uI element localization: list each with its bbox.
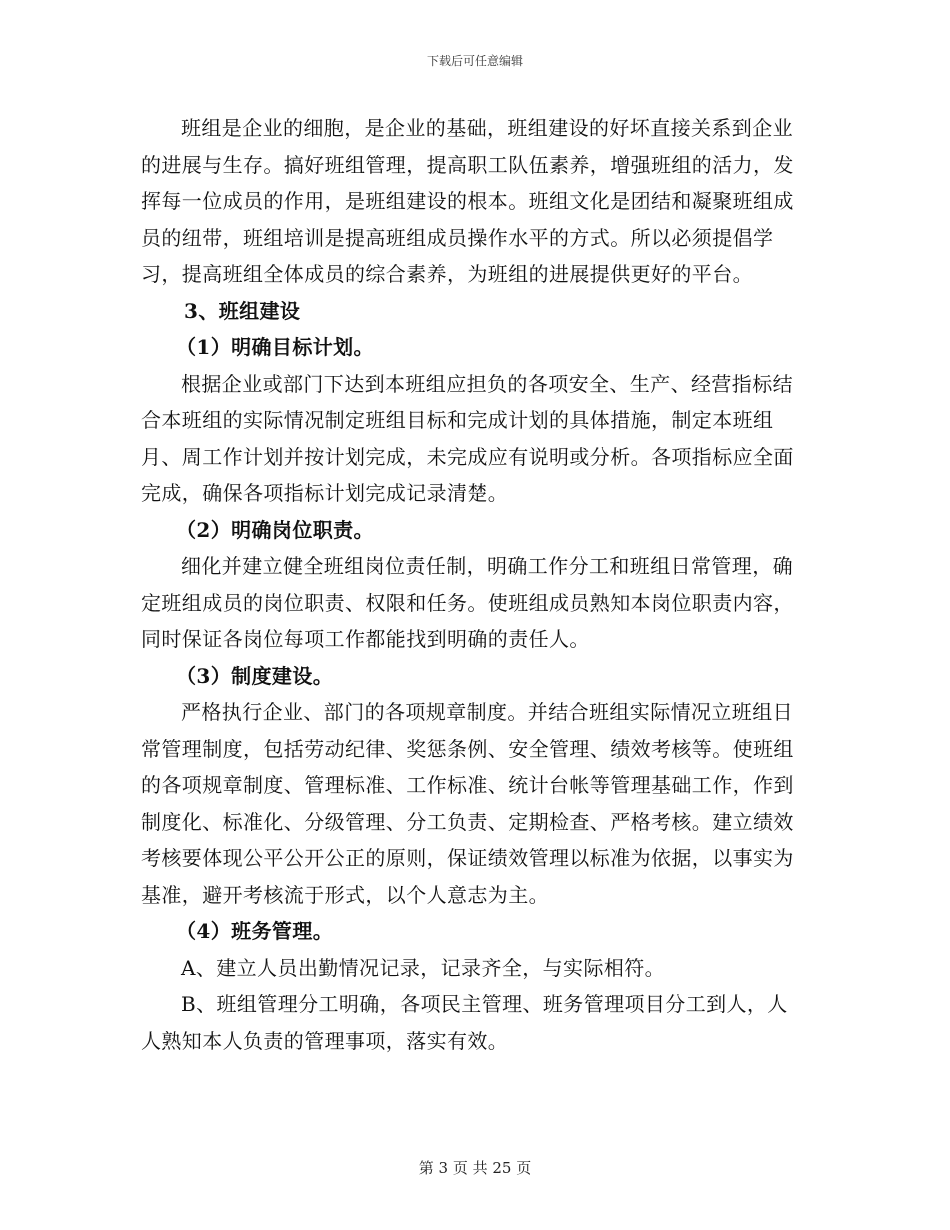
subheading-goal-plan: （1）明确目标计划。	[176, 335, 374, 359]
paragraph-attendance: A、建立人员出勤情况记录，记录齐全，与实际相符。	[181, 955, 666, 980]
download-note: 下载后可任意编辑	[426, 54, 523, 68]
paragraph-intro: 班组是企业的细胞，是企业的基础，班组建设的好坏直接关系到企业的进展与生存。搞好班组管理，提高职工队伍素养，增强班组的活力，发挥每一位成员的作用，是班组建设的根本。班组文化是团结和凝聚班组成员的纽带，班组培训是提高班组成员操作水平的方式。所以必须提倡学习，提高班组全体成员的综合素养，为班组的进展提供更好的平台。	[141, 116, 794, 286]
subheading-job-duties: （2）明确岗位职责。	[176, 517, 374, 542]
page-number: 第 3 页 共 25 页	[418, 1159, 532, 1177]
document-body	[141, 110, 806, 1059]
paragraph-system-building: 严格执行企业、部门的各项规章制度。并结合班组实际情况立班组日常管理制度，包括劳动纪律、奖惩条例、安全管理、绩效考核等。使班组的各项规章制度、管理标准、工作标准、统计台帐等管理基础工作，作到制度化、标准化、分级管理、分工负责、定期检查、严格考核。建立绩效考核要体现公平公开公正的原则，保证绩效管理以标准为依据，以事实为基准，避开考核流于形式，以个人意志为主。	[141, 700, 794, 907]
paragraph-division-of-work: B、班组管理分工明确，各项民主管理、班务管理项目分工到人，人人熟知本人负责的管理事项，落实有效。	[141, 992, 788, 1053]
section-heading-team-building: 3、班组建设	[184, 298, 301, 323]
subheading-system-building: （3）制度建设。	[176, 663, 334, 688]
paragraph-job-duties: 细化并建立健全班组岗位责任制，明确工作分工和班组日常管理，确定班组成员的岗位职责、权限和任务。使班组成员熟知本岗位职责内容，同时保证各岗位每项工作都能找到明确的责任人。	[141, 554, 794, 651]
subheading-team-affairs: （4）班务管理。	[176, 919, 334, 943]
paragraph-goal-plan: 根据企业或部门下达到本班组应担负的各项安全、生产、经营指标结合本班组的实际情况制定班组目标和完成计划的具体措施，制定本班组月、周工作计划并按计划完成，未完成应有说明或分析。各项指标应全面完成，确保各项指标计划完成记录清楚。	[141, 371, 794, 505]
